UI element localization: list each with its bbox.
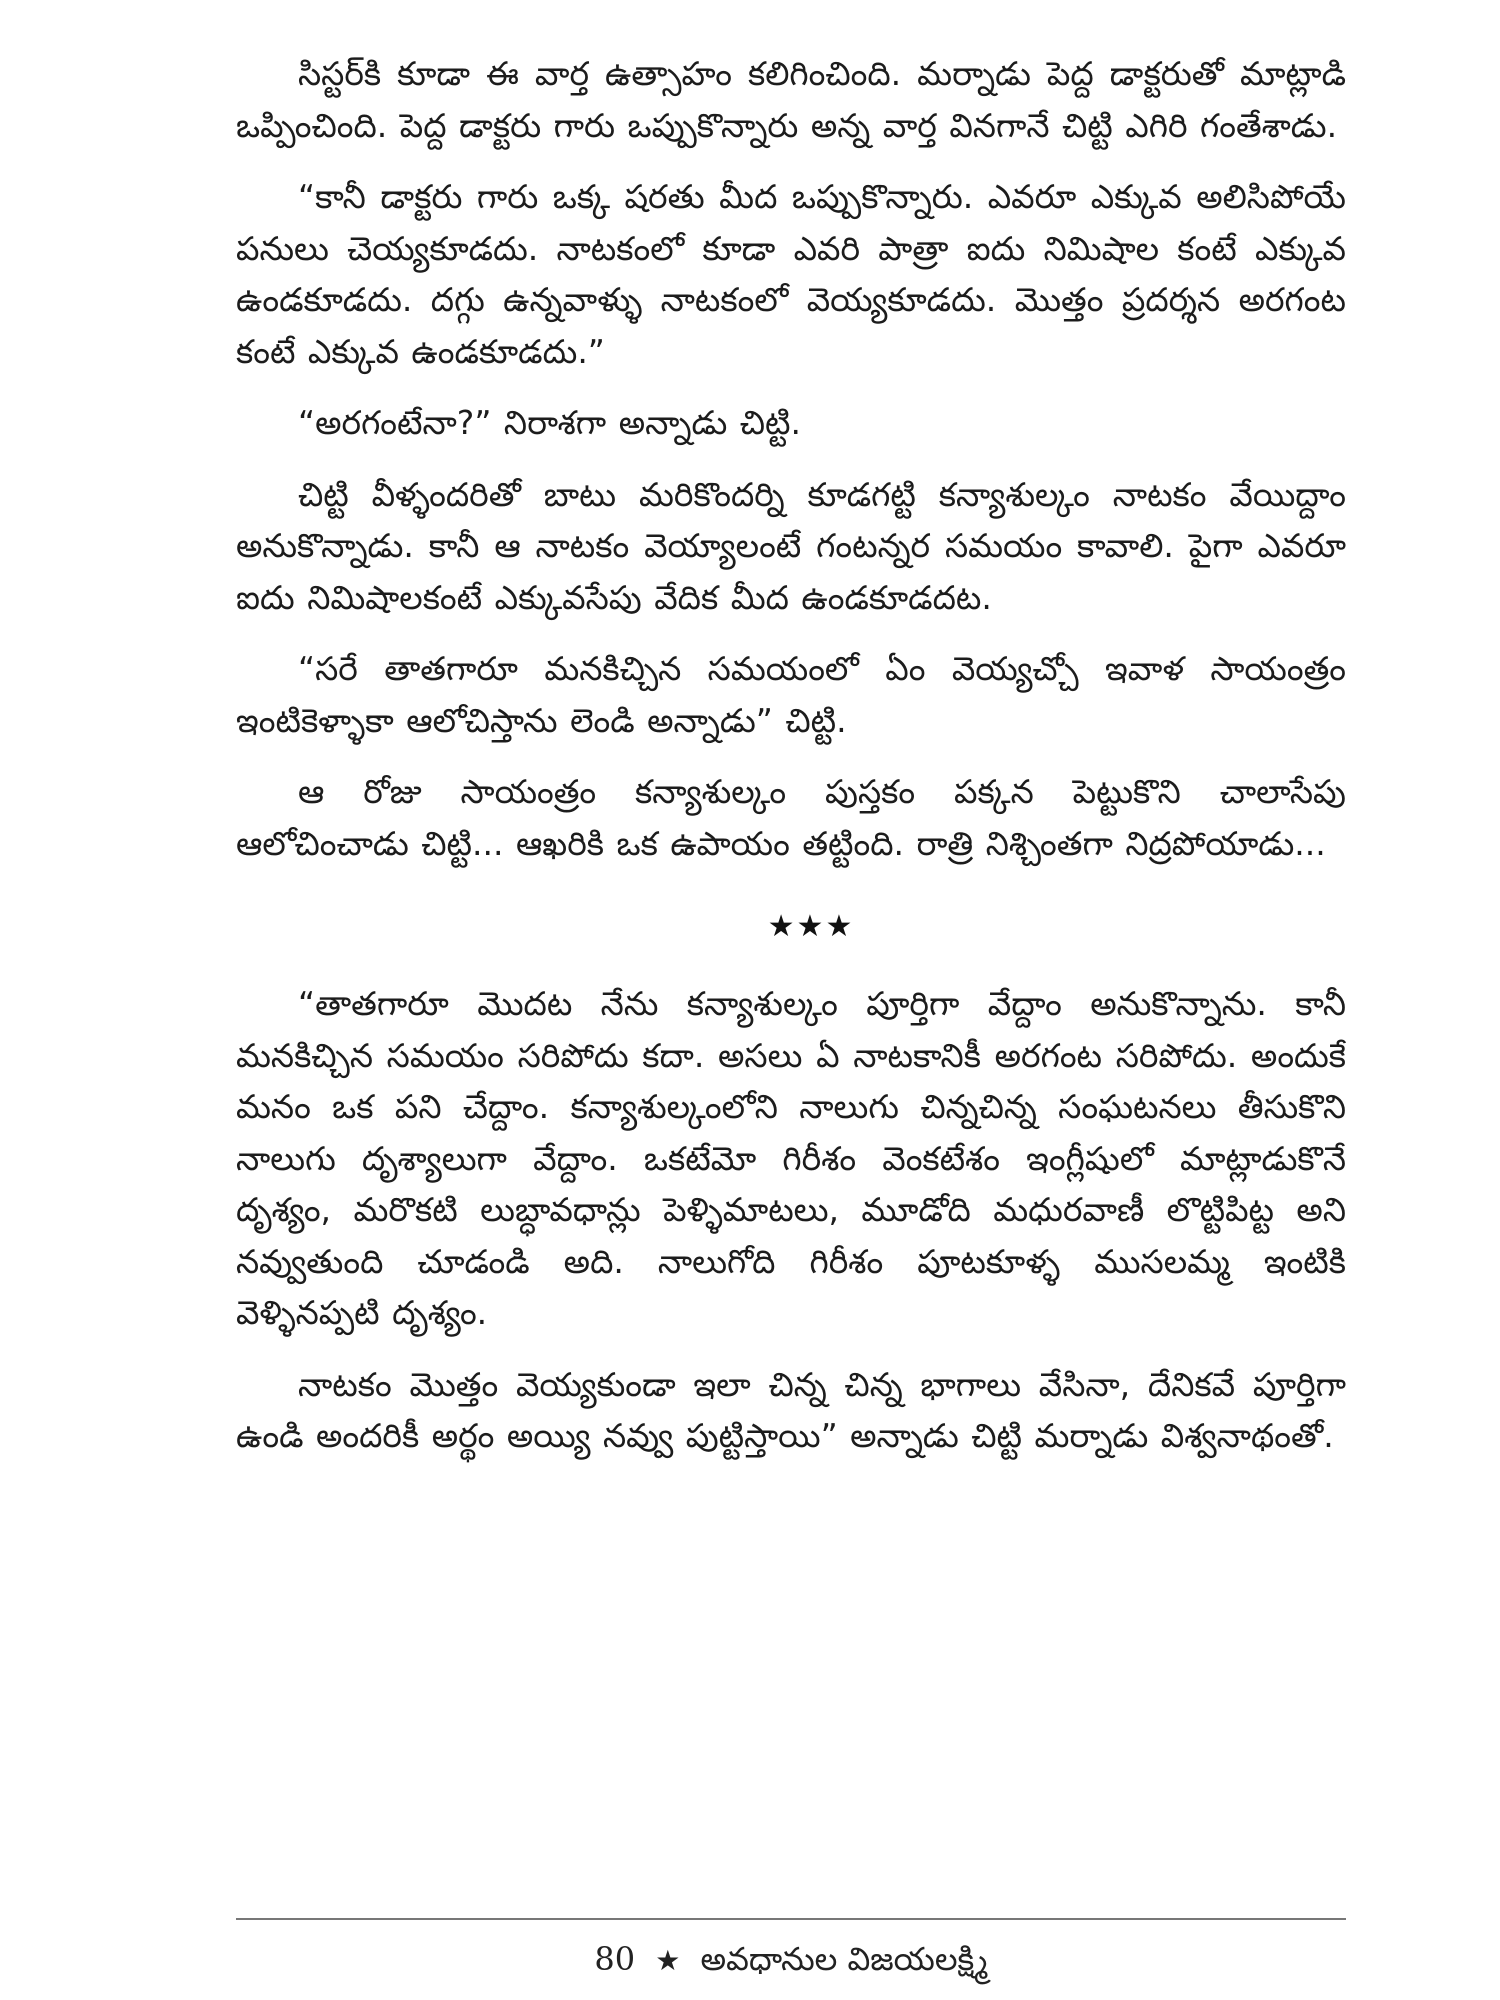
section-separator: ★★★ xyxy=(767,909,855,944)
paragraph-2: “కానీ డాక్టరు గారు ఒక్క షరతు మీద ఒప్పుకొన్నారు. ఎవరూ ఎక్కువ అలిసిపోయే పనులు చెయ్యకూడదు. నాటకంలో కూడా ఎవరి పాత్రా ఐదు నిమిషాల కంటే ఎక్కువ ఉండకూడదు. దగ్గు ఉన్నవాళ్ళు నాటకంలో వెయ్యకూడదు. మొత్తం ప్రదర్శన అరగంట కంటే ఎక్కువ ఉండకూడదు.” xyxy=(236,177,1346,371)
paragraph-7: “తాతగారూ మొదట నేను కన్యాశుల్కం పూర్తిగా వేద్దాం అనుకొన్నాను. కానీ మనకిచ్చిన సమయం సరిపోదు కదా. అసలు ఏ నాటకానికీ అరగంట సరిపోదు. అందుకే మనం ఒక పని చేద్దాం. కన్యాశుల్కంలోని నాలుగు చిన్నచిన్న సంఘటనలు తీసుకొని నాలుగు దృశ్యాలుగా వేద్దాం. ఒకటేమో గిరీశం వెంకటేశం ఇంగ్లీషులో మాట్లాడుకొనే దృశ్యం, మరొకటి లుబ్ధావధాన్లు పెళ్ళిమాటలు, మూడోది మధురవాణీ లొట్టిపిట్ట అని నవ్వుతుంది చూడండి అది. నాలుగోది గిరీశం పూటకూళ్ళ ముసలమ్మ ఇంటికి వెళ్ళినప్పటి దృశ్యం. xyxy=(236,984,1346,1332)
paragraph-3: “అరగంటేనా?” నిరాశగా అన్నాడు చిట్టి. xyxy=(298,403,802,442)
page-number: 80 xyxy=(594,1940,636,1978)
paragraph-8: నాటకం మొత్తం వెయ్యకుండా ఇలా చిన్న చిన్న భాగాలు వేసినా, దేనికవే పూర్తిగా ఉండి అందరికీ అర్థం అయ్యి నవ్వు పుట్టిస్తాయి” అన్నాడు చిట్టి మర్నాడు విశ్వనాథంతో. xyxy=(236,1364,1346,1455)
page-footer xyxy=(236,1940,1346,1986)
paragraph-1: సిస్టర్‌కి కూడా ఈ వార్త ఉత్సాహం కలిగించింది. మర్నాడు పెద్ద డాక్టరుతో మాట్లాడి ఒప్పించింది. పెద్ద డాక్టరు గారు ఒప్పుకొన్నారు అన్న వార్త వినగానే చిట్టి ఎగిరి గంతేశాడు. xyxy=(236,54,1346,145)
star-icon: ★ xyxy=(655,1944,681,1977)
author-name: అవధానుల విజయలక్ష్మి xyxy=(700,1940,988,1978)
paragraph-5: “సరే తాతగారూ మనకిచ్చిన సమయంలో ఏం వెయ్యచ్చో ఇవాళ సాయంత్రం ఇంటికెళ్ళాకా ఆలోచిస్తాను లెండి అన్నాడు” చిట్టి. xyxy=(236,649,1346,740)
paragraph-4: చిట్టి వీళ్ళందరితో బాటు మరికొందర్ని కూడగట్టి కన్యాశుల్కం నాటకం వేయిద్దాం అనుకొన్నాడు. కానీ ఆ నాటకం వెయ్యాలంటే గంటన్నర సమయం కావాలి. పైగా ఎవరూ ఐదు నిమిషాలకంటే ఎక్కువసేపు వేదిక మీద ఉండకూడదట. xyxy=(236,474,1346,617)
book-page xyxy=(236,48,1346,1978)
footer-divider xyxy=(236,1918,1346,1920)
paragraph-6: ఆ రోజు సాయంత్రం కన్యాశుల్కం పుస్తకం పక్కన పెట్టుకొని చాలాసేపు ఆలోచించాడు చిట్టి... ఆఖరికి ఒక ఉపాయం తట్టింది. రాత్రి నిశ్చింతగా నిద్రపోయాడు... xyxy=(236,772,1346,863)
